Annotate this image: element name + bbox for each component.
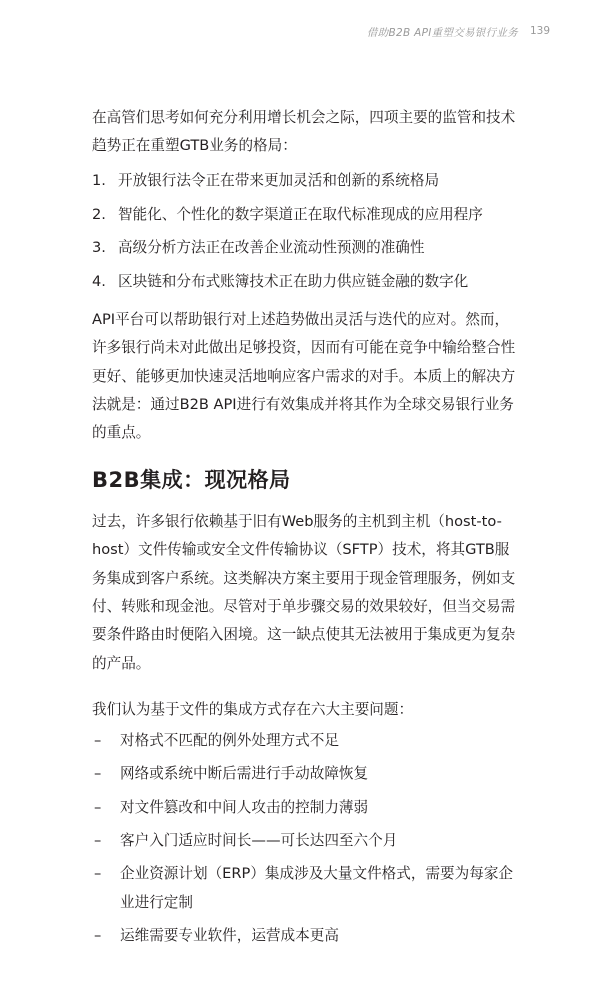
running-header: 借助B2B API重塑交易银行业务	[366, 27, 518, 39]
api-paragraph: API平台可以帮助银行对上述趋势做出灵活与迭代的应对。然而，许多银行尚未对此做出足够投资，因而有可能在竞争中输给整合性更好、能够更加快速灵活地响应客户需求的对手。本质上的解决方法就是：通过B2B API进行有效集成并将其作为全球交易银行业务的重点。	[92, 310, 516, 442]
list-text: 对文件篡改和中间人攻击的控制力薄弱	[120, 798, 369, 816]
list-text: 智能化、个性化的数字渠道正在取代标准现成的应用程序	[118, 205, 483, 223]
list-text: 区块链和分布式账簿技术正在助力供应链金融的数字化	[118, 272, 469, 290]
dash-bullet: –	[94, 731, 102, 749]
list-item	[92, 794, 520, 822]
problems-list	[92, 727, 520, 951]
list-item	[92, 860, 520, 917]
list-text: 网络或系统中断后需进行手动故障恢复	[120, 765, 369, 783]
list-number: 3.	[92, 239, 106, 257]
list-item	[92, 165, 520, 199]
problems-intro: 我们认为基于文件的集成方式存在六大主要问题：	[92, 701, 414, 719]
dash-bullet: –	[94, 798, 102, 816]
body-content	[92, 104, 520, 956]
list-item	[92, 922, 520, 950]
intro-paragraph: 在高管们思考如何充分利用增长机会之际，四项主要的监管和技术趋势正在重塑GTB业务的格局：	[92, 109, 516, 155]
list-number: 1.	[92, 172, 106, 190]
list-item	[92, 265, 520, 299]
dash-bullet: –	[94, 927, 102, 945]
list-text: 开放银行法令正在带来更加灵活和创新的系统格局	[118, 172, 440, 190]
dash-bullet: –	[94, 831, 102, 849]
section-paragraph: 过去，许多银行依赖基于旧有Web服务的主机到主机（host-to-host）文件传输或安全文件传输协议（SFTP）技术，将其GTB服务集成到客户系统。这类解决方案主要用于现金管理服务，例如支付、转账和现金池。尽管对于单步骤交易的效果较好，但当交易需要条件路由时便陷入困境。这一缺点使其无法被用于集成更为复杂的产品。	[92, 512, 516, 672]
list-item	[92, 198, 520, 232]
list-text: 对格式不匹配的例外处理方式不足	[120, 731, 339, 749]
list-number: 2.	[92, 205, 106, 223]
list-number: 4.	[92, 272, 106, 290]
list-text: 客户入门适应时间长——可长达四至六个月	[120, 831, 398, 849]
list-item	[92, 727, 520, 755]
list-text: 运维需要专业软件，运营成本更高	[120, 927, 339, 945]
page-number-text: 139	[530, 25, 551, 37]
trends-list	[92, 165, 520, 299]
dash-bullet: –	[94, 765, 102, 783]
dash-bullet: –	[94, 865, 102, 883]
list-item	[92, 827, 520, 855]
list-text: 高级分析方法正在改善企业流动性预测的准确性	[118, 239, 425, 257]
list-item	[92, 232, 520, 266]
list-item	[92, 760, 520, 788]
section-heading: B2B集成：现况格局	[92, 467, 291, 492]
list-text: 企业资源计划（ERP）集成涉及大量文件格式，需要为每家企业进行定制	[120, 865, 514, 911]
